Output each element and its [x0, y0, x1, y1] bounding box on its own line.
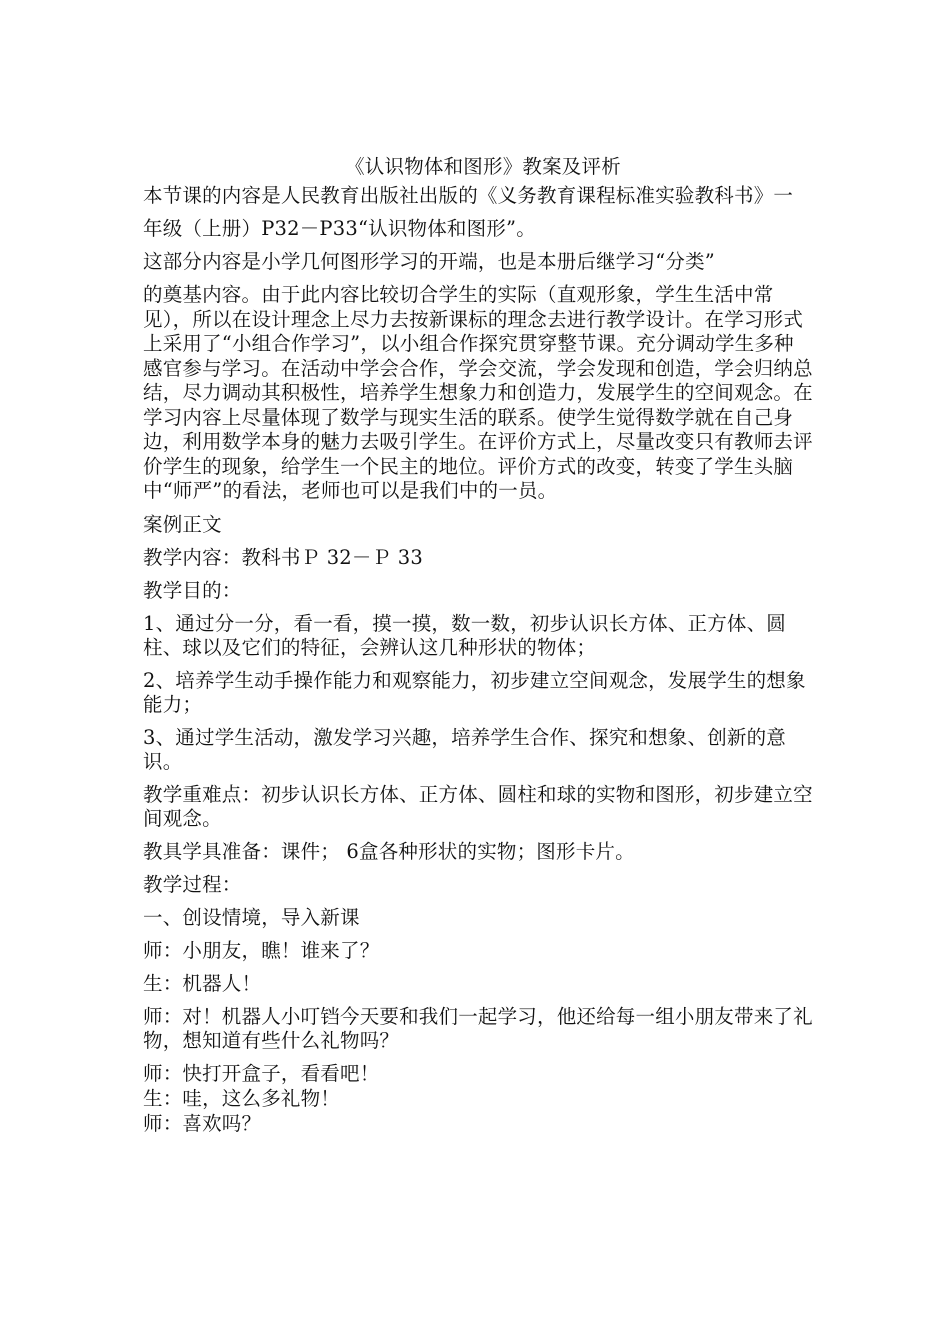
paragraph: 教学目的：	[143, 578, 242, 602]
paragraph: 年级（上册）P32－P33“认识物体和图形”。	[143, 217, 536, 240]
document-body	[143, 152, 813, 1137]
paragraph: 教具学具准备：课件； 6盒各种形状的实物；图形卡片。	[143, 839, 635, 863]
dialogue-line: 生：机器人！	[143, 971, 262, 995]
dialogue-line: 师：对！机器人小叮铛今天要和我们一起学习，他还给每一组小朋友带来了礼物，想知道有些什么礼物吗？	[143, 1004, 813, 1052]
dialogue-line: 师：小朋友，瞧！谁来了？	[143, 938, 380, 962]
paragraph: 教学内容：教科书Ｐ 32－Ｐ 33	[143, 545, 423, 569]
paragraph: 这部分内容是小学几何图形学习的开端，也是本册后继学习“分类”	[143, 250, 715, 273]
document-title: 《认识物体和图形》教案及评析	[345, 155, 621, 178]
paragraph: 教学过程：	[143, 872, 242, 896]
paragraph: 的奠基内容。由于此内容比较切合学生的实际（直观形象，学生生活中常见），所以在设计理念上尽力去按新课标的理念去进行教学设计。在学习形式上采用了“小组合作学习”，以小组合作探究贯穿整节课。充分调动学生多种感官参与学习。在活动中学会合作，学会交流，学会发现和创造，学会归纳总结，尽力调动其积极性，培养学生想象力和创造力，发展学生的空间观念。在学习内容上尽量体现了数学与现实生活的联系。使学生觉得数学就在自己身边，利用数学本身的魅力去吸引学生。在评价方式上，尽量改变只有教师去评价学生的现象，给学生一个民主的地位。评价方式的改变，转变了学生头脑中“师严”的看法，老师也可以是我们中的一员。	[143, 283, 813, 502]
list-item: 2、培养学生动手操作能力和观察能力，初步建立空间观念，发展学生的想象能力；	[143, 668, 806, 716]
paragraph: 教学重难点：初步认识长方体、正方体、圆柱和球的实物和图形，初步建立空间观念。	[143, 782, 813, 830]
dialogue-line: 师：快打开盒子，看看吧！	[143, 1061, 380, 1085]
dialogue-line: 师：喜欢吗？	[143, 1111, 262, 1135]
list-item: 1、通过分一分，看一看，摸一摸，数一数，初步认识长方体、正方体、圆柱、球以及它们的特征，会辨认这几种形状的物体；	[143, 611, 787, 659]
section-heading: 案例正文	[143, 512, 222, 536]
section-heading: 一、创设情境，导入新课	[143, 905, 360, 929]
dialogue-line: 生：哇，这么多礼物！	[143, 1086, 341, 1110]
list-item: 3、通过学生活动，激发学习兴趣，培养学生合作、探究和想象、创新的意识。	[143, 725, 787, 773]
paragraph: 本节课的内容是人民教育出版社出版的《义务教育课程标准实验教科书》一	[143, 184, 794, 207]
